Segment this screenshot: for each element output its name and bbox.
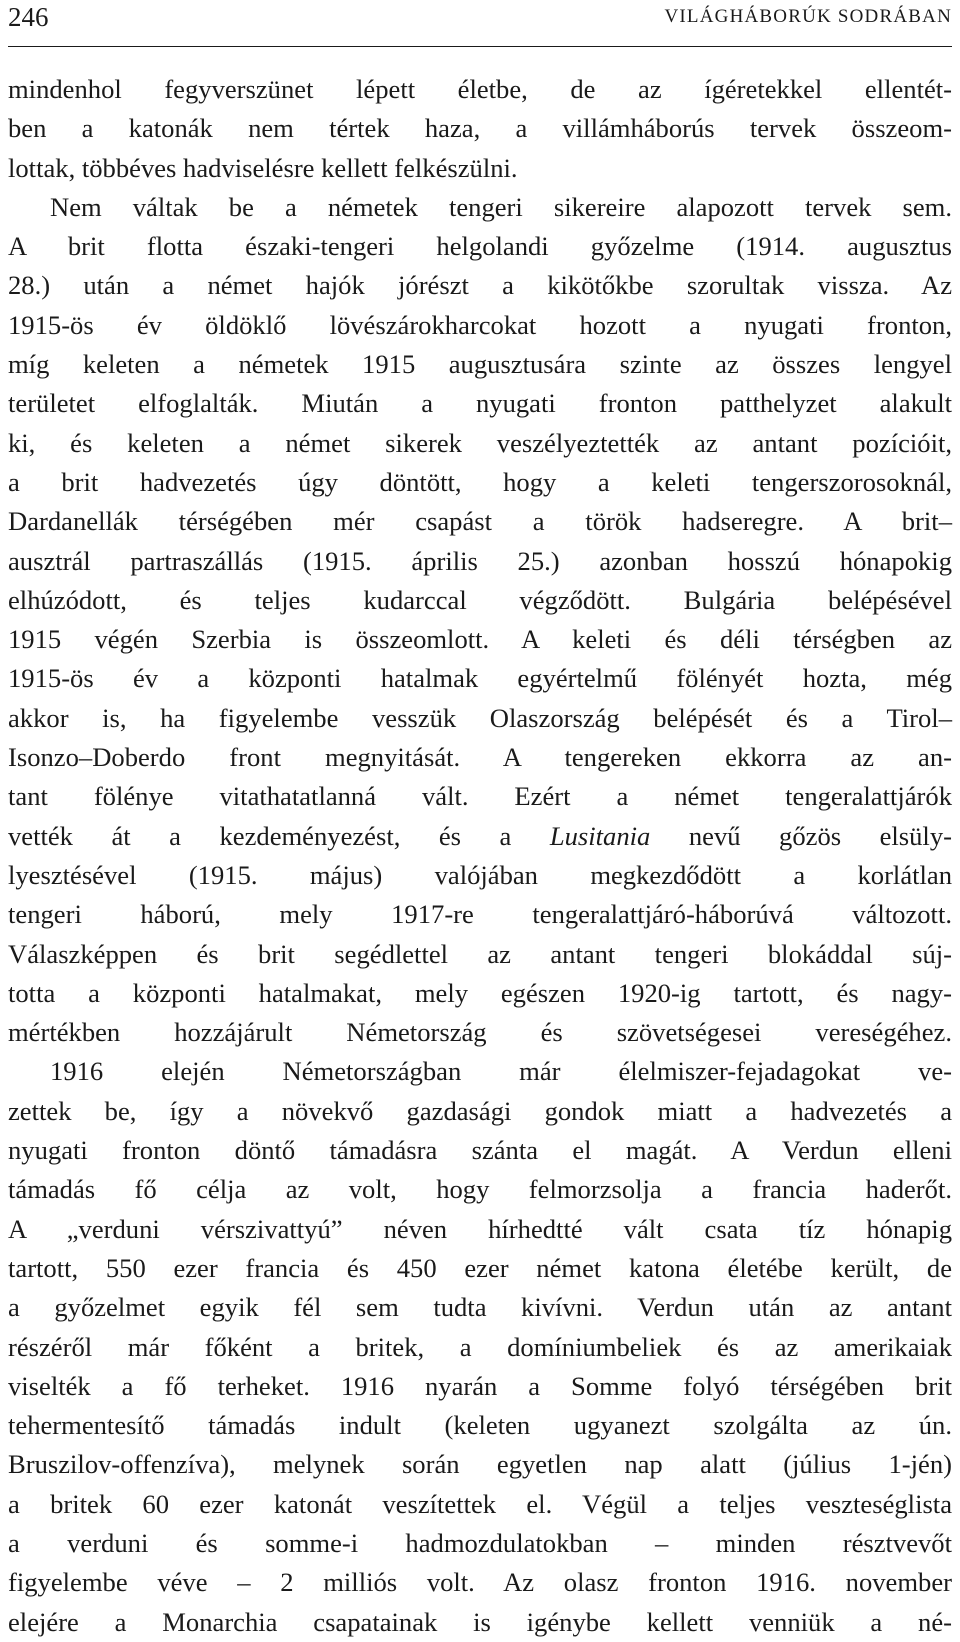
- text-line: Isonzo–Doberdo front megnyitását. A tengereken ekkorra az an-: [8, 742, 952, 773]
- text-line: tant fölénye vitathatatlanná vált. Ezért a német tengeralattjárók: [8, 781, 952, 812]
- text-line: ausztrál partraszállás (1915. április 25.) azonban hosszú hónapokig: [8, 545, 952, 576]
- text-line: míg keleten a németek 1915 augusztusára szinte az összes lengyel: [8, 349, 952, 380]
- text-line: Válaszképpen és brit segédlettel az antant tengeri blokáddal súj-: [8, 938, 952, 969]
- running-title: VILÁGHÁBORÚK SODRÁBAN: [664, 6, 952, 27]
- text-line: totta a központi hatalmakat, mely egészen 1920-ig tartott, és nagy-: [8, 977, 952, 1008]
- text-line: Dardanellák térségében mér csapást a török hadseregre. A brit–: [8, 506, 952, 537]
- text-line: 1915-ös év a központi hatalmak egyértelmű fölényét hozta, még: [8, 663, 952, 694]
- text-line: 1915 végén Szerbia is összeomlott. A keleti és déli térségben az: [8, 624, 952, 655]
- italic-ship-name: Lusitania: [549, 820, 651, 851]
- text-line: Nem váltak be a németek tengeri sikereire alapozott tervek sem.: [50, 191, 952, 222]
- text-line: részéről már főként a britek, a domíniumbeliek és az amerikaiak: [8, 1331, 952, 1362]
- text-line: tehermentesítő támadás indult (keleten ugyanezt szolgálta az ún.: [8, 1410, 952, 1441]
- text-line: a brit hadvezetés úgy döntött, hogy a keleti tengerszorosoknál,: [8, 466, 952, 497]
- text-line: lyesztésével (1915. május) valójában megkezdődött a korlátlan: [8, 859, 952, 890]
- text-line: mértékben hozzájárult Németország és szövetségesei vereségéhez.: [8, 1017, 952, 1048]
- text-line: támadás fő célja az volt, hogy felmorzsolja a francia haderőt.: [8, 1174, 952, 1205]
- body-text: [8, 70, 952, 1642]
- text-line: tartott, 550 ezer francia és 450 ezer német katona életébe került, de: [8, 1252, 952, 1283]
- text-segment: nevű gőzös elsüly-: [650, 820, 952, 851]
- text-line: mindenhol fegyverszünet lépett életbe, de az ígéretekkel ellentét-: [8, 74, 952, 104]
- text-line: Bruszilov-offenzíva), melynek során egyetlen nap alatt (július 1-jén): [8, 1449, 952, 1480]
- text-line: ki, és keleten a német sikerek veszélyeztették az antant pozícióit,: [8, 427, 952, 458]
- text-segment: vették át a kezdeményezést, és a: [8, 820, 550, 851]
- text-line: figyelembe véve – 2 milliós volt. Az olasz fronton 1916. november: [8, 1567, 952, 1598]
- text-line: 1916 elején Németországban már élelmiszer-fejadagokat ve-: [50, 1056, 952, 1087]
- text-line: 1915-ös év öldöklő lövészárokharcokat hozott a nyugati fronton,: [8, 309, 952, 340]
- text-line: a verduni és somme-i hadmozdulatokban – minden résztvevőt: [8, 1527, 952, 1558]
- text-line: a britek 60 ezer katonát veszítettek el. Végül a teljes veszteséglista: [8, 1488, 952, 1519]
- text-line: nyugati fronton döntő támadásra szánta el magát. A Verdun elleni: [8, 1135, 952, 1166]
- text-line: tengeri háború, mely 1917-re tengeralattjáró-háborúvá változott.: [8, 899, 952, 930]
- text-line: viselték a fő terheket. 1916 nyarán a Somme folyó térségében brit: [8, 1370, 952, 1401]
- text-line: A „verduni vérszivattyú” néven hírhedtté vált csata tíz hónapig: [8, 1213, 952, 1244]
- running-header: [8, 0, 952, 47]
- text-line: zettek be, így a növekvő gazdasági gondok miatt a hadvezetés a: [8, 1095, 952, 1126]
- text-line: A brit flotta északi-tengeri helgolandi győzelme (1914. augusztus: [8, 231, 952, 262]
- text-line: elhúzódott, és teljes kudarccal végződött. Bulgária belépésével: [8, 584, 952, 615]
- text-line: elejére a Monarchia csapatainak is igénybe kellett venniük a né-: [8, 1606, 952, 1637]
- page-number: 246: [8, 2, 49, 32]
- text-line: [8, 817, 952, 856]
- text-line: területet elfoglalták. Miután a nyugati fronton patthelyzet alakult: [8, 388, 952, 419]
- text-line: 28.) után a német hajók jórészt a kikötőkbe szorultak vissza. Az: [8, 270, 952, 301]
- text-line: a győzelmet egyik fél sem tudta kivívni. Verdun után az antant: [8, 1292, 952, 1323]
- text-line: ben a katonák nem tértek haza, a villámháborús tervek összeom-: [8, 113, 952, 144]
- text-line: akkor is, ha figyelembe vesszük Olaszország belépését és a Tirol–: [8, 702, 952, 733]
- text-line: lottak, többéves hadviselésre kellett felkészülni.: [8, 152, 518, 183]
